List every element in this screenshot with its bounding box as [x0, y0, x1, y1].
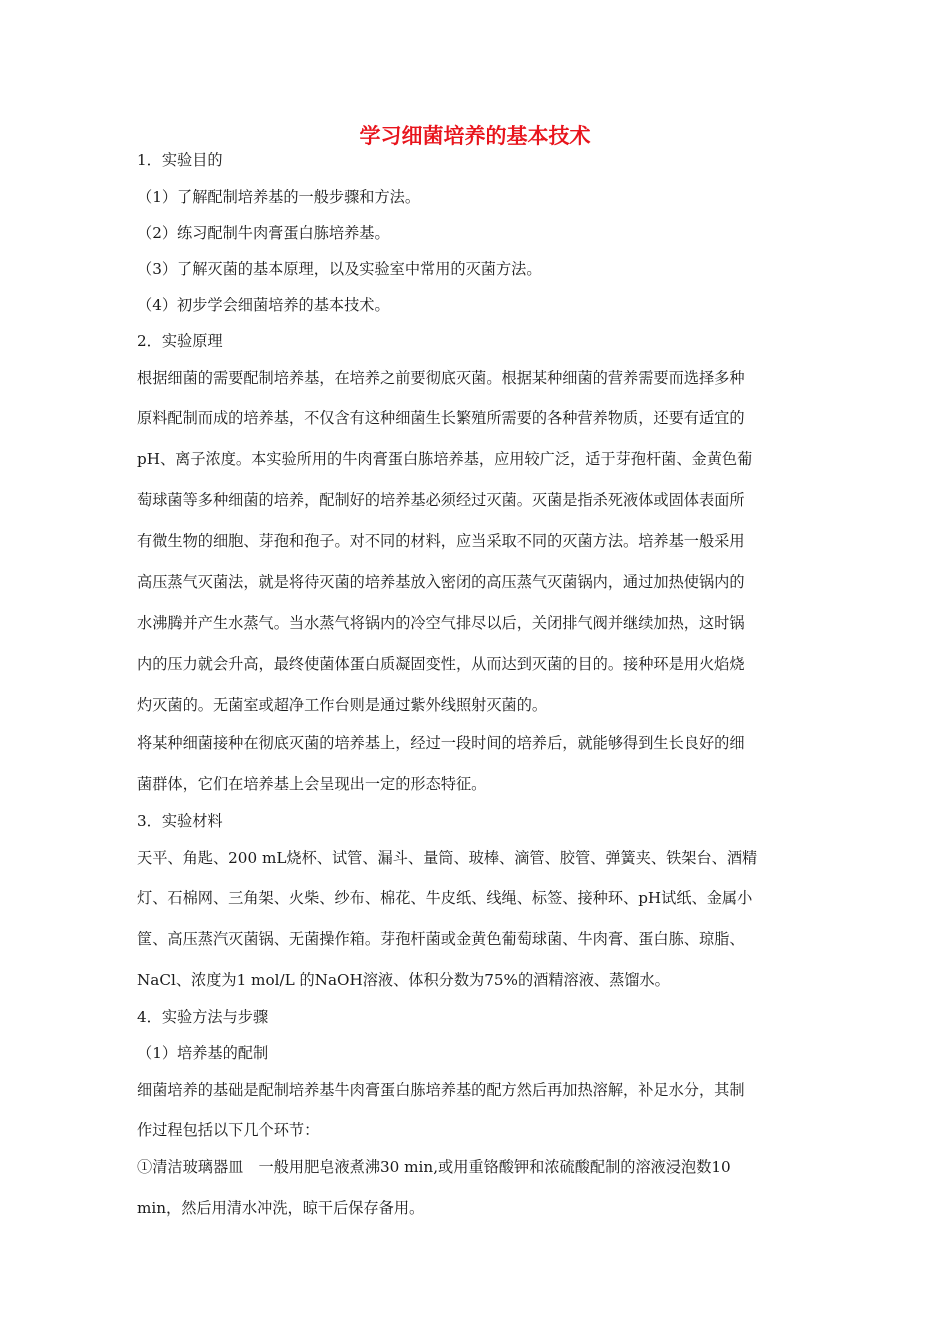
paragraph-line: 作过程包括以下几个环节：	[137, 1121, 320, 1139]
paragraph-line: 灼灭菌的。无菌室或超净工作台则是通过紫外线照射灭菌的。	[137, 696, 548, 714]
list-item: （4）初步学会细菌培养的基本技术。	[137, 296, 390, 314]
list-item: （1）了解配制培养基的一般步骤和方法。	[137, 188, 421, 206]
section-heading: 2．实验原理	[137, 332, 223, 350]
page-title: 学习细菌培养的基本技术	[359, 124, 591, 148]
section-heading: 4．实验方法与步骤	[137, 1008, 269, 1026]
paragraph-line: 萄球菌等多种细菌的培养，配制好的培养基必须经过灭菌。灭菌是指杀死液体或固体表面所	[137, 491, 745, 509]
paragraph-line: 灯、石棉网、三角架、火柴、纱布、棉花、牛皮纸、线绳、标签、接种环、pH试纸、金属小	[137, 889, 753, 907]
paragraph-line: 水沸腾并产生水蒸气。当水蒸气将锅内的冷空气排尽以后，关闭排气阀并继续加热，这时锅	[137, 614, 745, 632]
paragraph-line: 有微生物的细胞、芽孢和孢子。对不同的材料，应当采取不同的灭菌方法。培养基一般采用	[137, 532, 745, 550]
paragraph-line: 原料配制而成的培养基，不仅含有这种细菌生长繁殖所需要的各种营养物质，还要有适宜的	[137, 409, 745, 427]
paragraph-line: 高压蒸气灭菌法，就是将待灭菌的培养基放入密闭的高压蒸气灭菌锅内，通过加热使锅内的	[137, 573, 745, 591]
paragraph-line: 筐、高压蒸汽灭菌锅、无菌操作箱。芽孢杆菌或金黄色葡萄球菌、牛肉膏、蛋白胨、琼脂、	[137, 930, 745, 948]
list-item: （3）了解灭菌的基本原理，以及实验室中常用的灭菌方法。	[137, 260, 542, 278]
subsection-heading: （1）培养基的配制	[137, 1044, 269, 1062]
paragraph-line: 天平、角匙、200 mL烧杯、试管、漏斗、量筒、玻棒、滴管、胶管、弹簧夹、铁架台、酒精	[137, 849, 758, 867]
paragraph-line: min，然后用清水冲洗，晾干后保存备用。	[137, 1199, 425, 1217]
paragraph-line: 内的压力就会升高，最终使菌体蛋白质凝固变性，从而达到灭菌的目的。接种环是用火焰烧	[137, 655, 745, 673]
paragraph-line: 根据细菌的需要配制培养基，在培养之前要彻底灭菌。根据某种细菌的营养需要而选择多种	[137, 369, 745, 387]
paragraph-line: NaCl、浓度为1 mol/L 的NaOH溶液、体积分数为75%的酒精溶液、蒸馏水。	[137, 971, 670, 989]
section-heading: 3．实验材料	[137, 812, 223, 830]
paragraph-line: 菌群体，它们在培养基上会呈现出一定的形态特征。	[137, 775, 487, 793]
paragraph-line: ①清洁玻璃器皿 一般用肥皂液煮沸30 min,或用重铬酸钾和浓硫酸配制的溶液浸泡数10	[137, 1158, 731, 1176]
paragraph-line: pH、离子浓度。本实验所用的牛肉膏蛋白胨培养基，应用较广泛，适于芽孢杆菌、金黄色葡	[137, 450, 753, 468]
section-heading: 1．实验目的	[137, 151, 223, 169]
paragraph-line: 将某种细菌接种在彻底灭菌的培养基上，经过一段时间的培养后，就能够得到生长良好的细	[137, 734, 745, 752]
list-item: （2）练习配制牛肉膏蛋白胨培养基。	[137, 224, 390, 242]
paragraph-line: 细菌培养的基础是配制培养基牛肉膏蛋白胨培养基的配方然后再加热溶解，补足水分，其制	[137, 1081, 745, 1099]
